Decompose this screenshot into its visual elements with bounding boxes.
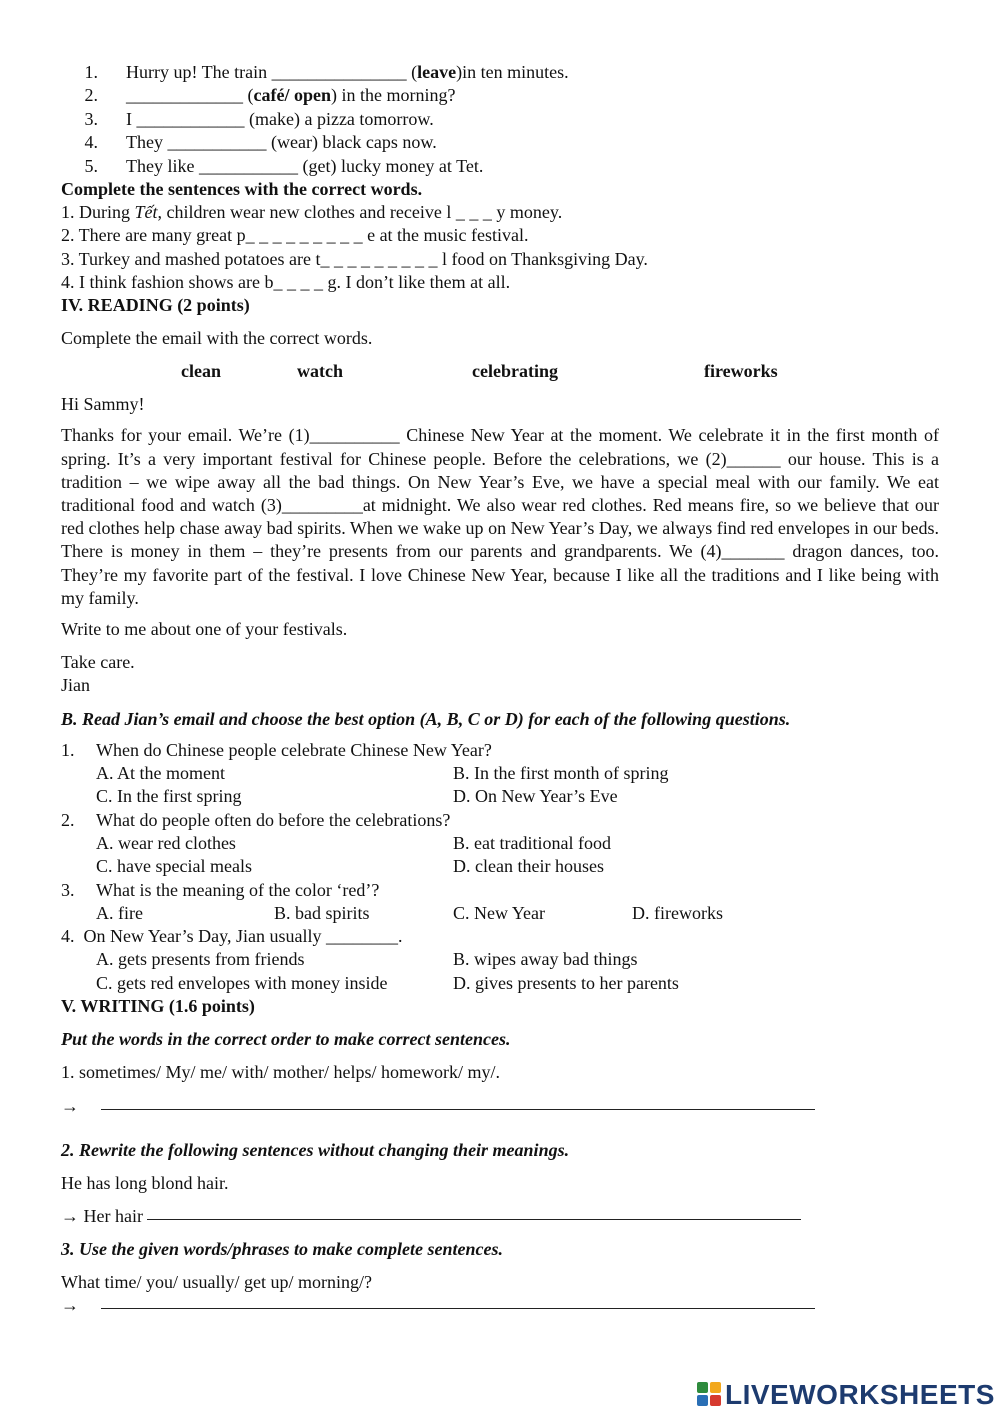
list-item: 5. They like ___________ (get) lucky money at Tet. (84, 155, 484, 176)
list-item: 1. Hurry up! The train _______________ (leave)in ten minutes. (84, 62, 569, 82)
writing-prompt-2: He has long blond hair. (61, 1172, 229, 1193)
email-signoff: Take care. (61, 652, 135, 673)
option: C. New Year (453, 902, 545, 923)
answer-line-1 (61, 1095, 939, 1118)
options (61, 948, 939, 971)
option: C. have special meals (96, 856, 252, 877)
email-greeting: Hi Sammy! (61, 394, 145, 415)
word-bank-item: clean (181, 361, 221, 382)
options (61, 902, 939, 925)
option: A. fire (96, 902, 143, 923)
option: B. In the first month of spring (453, 763, 669, 784)
word-bank-item: fireworks (703, 361, 778, 382)
complete-heading: Complete the sentences with the correct words. (61, 178, 423, 199)
writing-instruction-3: 3. Use the given words/phrases to make complete sentences. (61, 1238, 503, 1259)
email-request: Write to me about one of your festivals. (61, 619, 348, 640)
word-bank (61, 360, 939, 383)
option: C. gets red envelopes with money inside (96, 972, 388, 993)
option: D. On New Year’s Eve (453, 786, 618, 807)
options (61, 785, 939, 808)
list-item: 3. I ____________ (make) a pizza tomorrow. (84, 108, 434, 129)
option: A. At the moment (96, 763, 225, 784)
option: D. fireworks (632, 902, 723, 923)
writing-instruction-2: 2. Rewrite the following sentences without changing their meanings. (61, 1139, 570, 1160)
verb-exercise-list (61, 61, 939, 178)
answer-blank[interactable] (147, 1205, 801, 1220)
option: B. bad spirits (274, 902, 370, 923)
liveworksheets-logo[interactable] (697, 1379, 995, 1409)
complete-item-3: 3. Turkey and mashed potatoes are t_ _ _ _ _ _ _ _ _ l food on Thanksgiving Day. (61, 248, 648, 269)
complete-item-4: 4. I think fashion shows are b_ _ _ _ g. I don’t like them at all. (61, 271, 511, 292)
list-item: 4. They ___________ (wear) black caps now. (84, 132, 437, 153)
answer-line-3 (61, 1294, 939, 1317)
option: B. wipes away bad things (453, 949, 638, 970)
writing-prompt-1: 1. sometimes/ My/ me/ with/ mother/ helps/ homework/ my/. (61, 1062, 500, 1083)
email-body: Thanks for your email. We’re (1)__________ Chinese New Year at the moment. We celebrate it in the first month of spring. It’s a very important festival for Chinese people. Before the celebrations, we (2)______ our house. This is a tradition – we wipe away all the bad things. On New Year’s Eve, we have a special meal with our family. We eat traditional food and watch (3)_________at midnight. We also wear red clothes. Red means fire, so we believe that our red clothes help chase away bad spirits. When we wake up on New Year’s Day, we always find red envelopes in our beds. There is money in them – they’re presents from our parents and grandparents. We (4)_______ dragon dances, too. They’re my favorite part of the festival. I love Chinese New Year, because I like all the traditions and I like being with my family. (61, 425, 939, 608)
arrow-icon: → (61, 1295, 79, 1316)
answer-blank[interactable] (101, 1095, 815, 1110)
option: C. In the first spring (96, 786, 242, 807)
option: A. gets presents from friends (96, 949, 305, 970)
reading-instruction: Complete the email with the correct words. (61, 328, 373, 349)
option: B. eat traditional food (453, 833, 611, 854)
word-bank-item: celebrating (472, 361, 558, 382)
writing-instruction-1: Put the words in the correct order to make correct sentences. (61, 1029, 511, 1050)
answer-line-2: → Her hair (61, 1205, 939, 1228)
reading-heading: IV. READING (2 points) (61, 294, 250, 315)
options (61, 762, 939, 785)
word-bank-item: watch (297, 361, 343, 382)
writing-prompt-3: What time/ you/ usually/ get up/ morning/? (61, 1272, 372, 1293)
email-name: Jian (61, 675, 90, 696)
logo-icon (697, 1382, 721, 1406)
complete-item-1: 1. During Tết, children wear new clothes and receive l _ _ _ y money. (61, 202, 563, 223)
list-item: 2. _____________ (café/ open) in the morning? (84, 85, 456, 106)
option: A. wear red clothes (96, 833, 236, 854)
options (61, 832, 939, 855)
worksheet-page (61, 61, 939, 1317)
option: D. clean their houses (453, 856, 604, 877)
question: 3. What is the meaning of the color ‘red’? (61, 879, 380, 900)
question: 1. When do Chinese people celebrate Chinese New Year? (61, 739, 492, 760)
options (61, 972, 939, 995)
logo-text: LIVEWORKSHEETS (725, 1378, 995, 1410)
partB-heading: B. Read Jian’s email and choose the best option (A, B, C or D) for each of the following questions. (61, 708, 791, 729)
answer-blank[interactable] (101, 1294, 815, 1309)
question: 4. On New Year’s Day, Jian usually ________. (61, 926, 403, 947)
arrow-icon: → (61, 1095, 79, 1116)
options (61, 855, 939, 878)
option: D. gives presents to her parents (453, 972, 679, 993)
writing-heading: V. WRITING (1.6 points) (61, 995, 255, 1016)
question: 2. What do people often do before the celebrations? (61, 809, 451, 830)
mcq-list (61, 739, 939, 995)
complete-item-2: 2. There are many great p_ _ _ _ _ _ _ _ _ e at the music festival. (61, 225, 529, 246)
